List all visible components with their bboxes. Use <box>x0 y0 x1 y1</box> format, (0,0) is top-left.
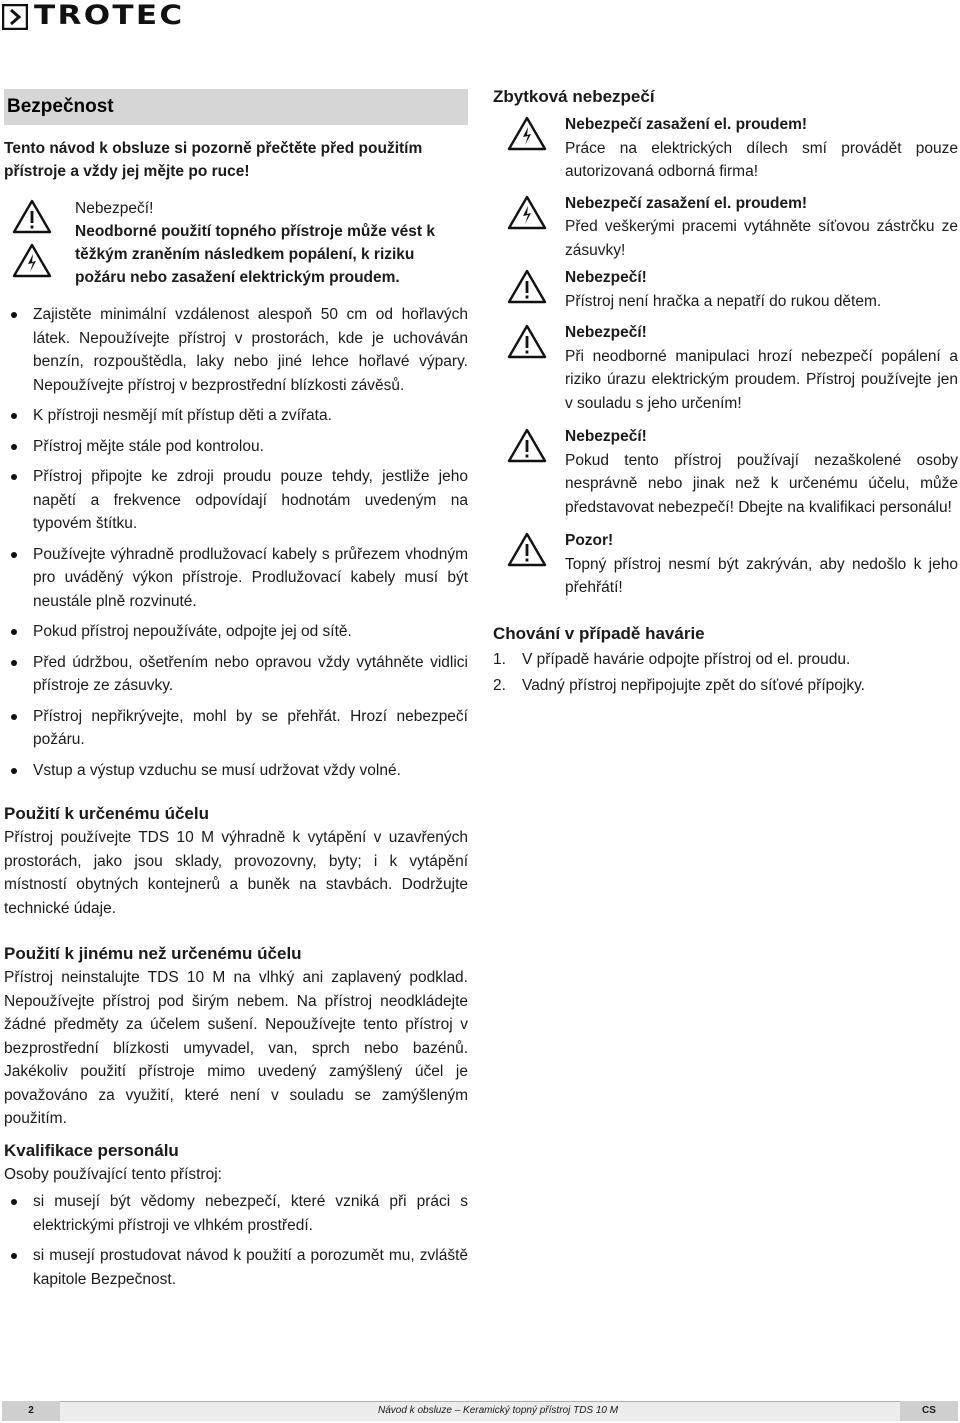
electric-hazard-icon <box>507 116 547 151</box>
warning-icon <box>507 532 547 567</box>
list-item: Používejte výhradně prodlužovací kabely s průřezem vhodným pro uváděný výkon přístroje. Prodlužovací kabely musí být neustále plně rozvinuté. <box>4 543 468 614</box>
left-column <box>4 89 468 1298</box>
step-number: 1. <box>493 650 506 668</box>
list-item <box>493 648 958 672</box>
warning-icon <box>12 199 52 234</box>
unintended-use-title: Použití k jinému než určenému účelu <box>4 944 302 963</box>
residual-item <box>493 425 958 519</box>
intended-use-title: Použití k určenému účelu <box>4 804 209 823</box>
qualification-list <box>4 1190 468 1291</box>
list-item: si musejí prostudovat návod k použití a porozumět mu, zvláště kapitole Bezpečnost. <box>4 1244 468 1291</box>
residual-item-head: Nebezpečí! <box>565 324 647 341</box>
residual-item-head: Nebezpečí zasažení el. proudem! <box>565 194 808 212</box>
residual-item <box>493 266 958 313</box>
electric-hazard-icon <box>12 243 52 278</box>
qualification-intro: Osoby používající tento přístroj: <box>4 1165 222 1183</box>
accident-steps <box>493 648 958 698</box>
list-item: Před údržbou, ošetřením nebo opravou vždy vytáhněte vidlici přístroje ze zásuvky. <box>4 651 468 698</box>
list-item: Pokud přístroj nepoužíváte, odpojte jej od sítě. <box>4 620 468 644</box>
page-number: 2 <box>2 1401 60 1421</box>
residual-item <box>493 192 958 263</box>
unintended-use-section <box>4 942 468 1131</box>
warning-icon <box>507 269 547 304</box>
trotec-logo <box>2 0 216 31</box>
residual-item <box>493 113 958 184</box>
residual-item-body: Při neodborné manipulaci hrozí nebezpečí popálení a riziko úrazu elektrickým proudem. Přístroj používejte jen v souladu s jeho určením! <box>565 347 958 412</box>
list-item: Přístroj mějte stále pod kontrolou. <box>4 435 468 459</box>
section-title-safety: Bezpečnost <box>4 89 468 125</box>
residual-item-body: Přístroj není hračka a nepatří do rukou dětem. <box>565 292 882 310</box>
residual-item-body: Před veškerými pracemi vytáhněte síťovou zástrčku ze zásuvky! <box>565 218 958 259</box>
electric-hazard-icon <box>507 195 547 230</box>
residual-item-head: Pozor! <box>565 532 614 549</box>
step-number: 2. <box>493 677 506 694</box>
warning-icon <box>507 428 547 463</box>
intended-use-section <box>4 802 468 920</box>
safety-bullet-list <box>4 303 468 782</box>
logo-mark-icon <box>2 4 28 30</box>
residual-dangers-title: Zbytková nebezpečí <box>493 87 655 106</box>
residual-item <box>493 321 958 415</box>
residual-item-body: Topný přístroj nesmí být zakrýván, aby nedošlo k jeho přehřátí! <box>565 555 958 596</box>
danger-title: Nebezpečí! <box>75 200 154 217</box>
list-item: si musejí být vědomy nebezpečí, které vzniká při práci s elektrickými přístroji ve vlhkém prostředí. <box>4 1190 468 1237</box>
intended-use-text: Přístroj používejte TDS 10 M výhradně k vytápění v uzavřených prostorách, jako jsou sklady, provozovny, byty; i k vytápění místností obytných kontejnerů a buněk na stavbách. Dodržujte technické údaje. <box>4 829 468 917</box>
list-item: Přístroj nepřikrývejte, mohl by se přehřát. Hrozí nebezpečí požáru. <box>4 705 468 752</box>
unintended-use-text: Přístroj neinstalujte TDS 10 M na vlhký ani zaplavený podklad. Nepoužívejte přístroj pod širým nebem. Na přístroj neodkládejte žádné předměty za účelem sušení. Nepoužívejte tento přístroj v bezprostřední blízkosti umyvadel, van, sprch nebo bazénů. Jakékoliv použití přístroje mimo uvedený zamýšlený účel je považováno za využití, které není v souladu se zamýšleným použitím. <box>4 969 468 1127</box>
qualification-title: Kvalifikace personálu <box>4 1140 179 1160</box>
footer-title: Návod k obsluze – Keramický topný přístroj TDS 10 M <box>378 1405 619 1416</box>
accident-title: Chování v případě havárie <box>493 623 705 643</box>
residual-item-head: Nebezpečí zasažení el. proudem! <box>565 116 808 133</box>
accident-section <box>493 622 958 698</box>
list-item: Zajistěte minimální vzdálenost alespoň 50 cm od hořlavých látek. Nepoužívejte přístroj v prostorách, kde je uchováván benzín, rozpouštědla, laky nebo jiné lehce hořlavé výpary. Nepoužívejte přístroj v bezprostřední blízkosti závěsů. <box>4 303 468 397</box>
list-item: Vstup a výstup vzduchu se musí udržovat vždy volné. <box>4 759 468 783</box>
warning-icon <box>507 324 547 359</box>
page-footer <box>2 1401 958 1421</box>
residual-item-body: Pokud tento přístroj používají nezaškolené osoby nesprávně nebo jinak než k určenému účelu, může představovat nebezpečí! Dbejte na kvalifikaci personálu! <box>565 451 958 516</box>
danger-warning-block <box>4 197 468 289</box>
residual-item-head: Nebezpečí! <box>565 428 647 445</box>
step-text: Vadný přístroj nepřipojujte zpět do síťové přípojky. <box>522 677 865 694</box>
language-code: CS <box>900 1401 958 1421</box>
qualification-section <box>4 1139 468 1292</box>
list-item <box>493 674 958 698</box>
residual-item <box>493 529 958 600</box>
residual-item-body: Práce na elektrických dílech smí provádět pouze autorizovaná odborná firma! <box>565 139 958 180</box>
logo-text: TROTEC <box>34 0 185 31</box>
residual-item-head: Nebezpečí! <box>565 269 647 286</box>
safety-intro: Tento návod k obsluze si pozorně přečtěte před použitím přístroje a vždy jej mějte po ruce! <box>4 140 423 180</box>
step-text: V případě havárie odpojte přístroj od el. proudu. <box>522 650 851 668</box>
list-item: K přístroji nesmějí mít přístup děti a zvířata. <box>4 404 468 428</box>
danger-text: Neodborné použití topného přístroje může vést k těžkým zraněním následkem popálení, k riziku požáru nebo zasažení elektrickým proudem. <box>75 223 435 286</box>
right-column <box>493 87 958 701</box>
list-item: Přístroj připojte ke zdroji proudu pouze tehdy, jestliže jeho napětí a frekvence odpovídají hodnotám uvedeným na typovém štítku. <box>4 465 468 536</box>
